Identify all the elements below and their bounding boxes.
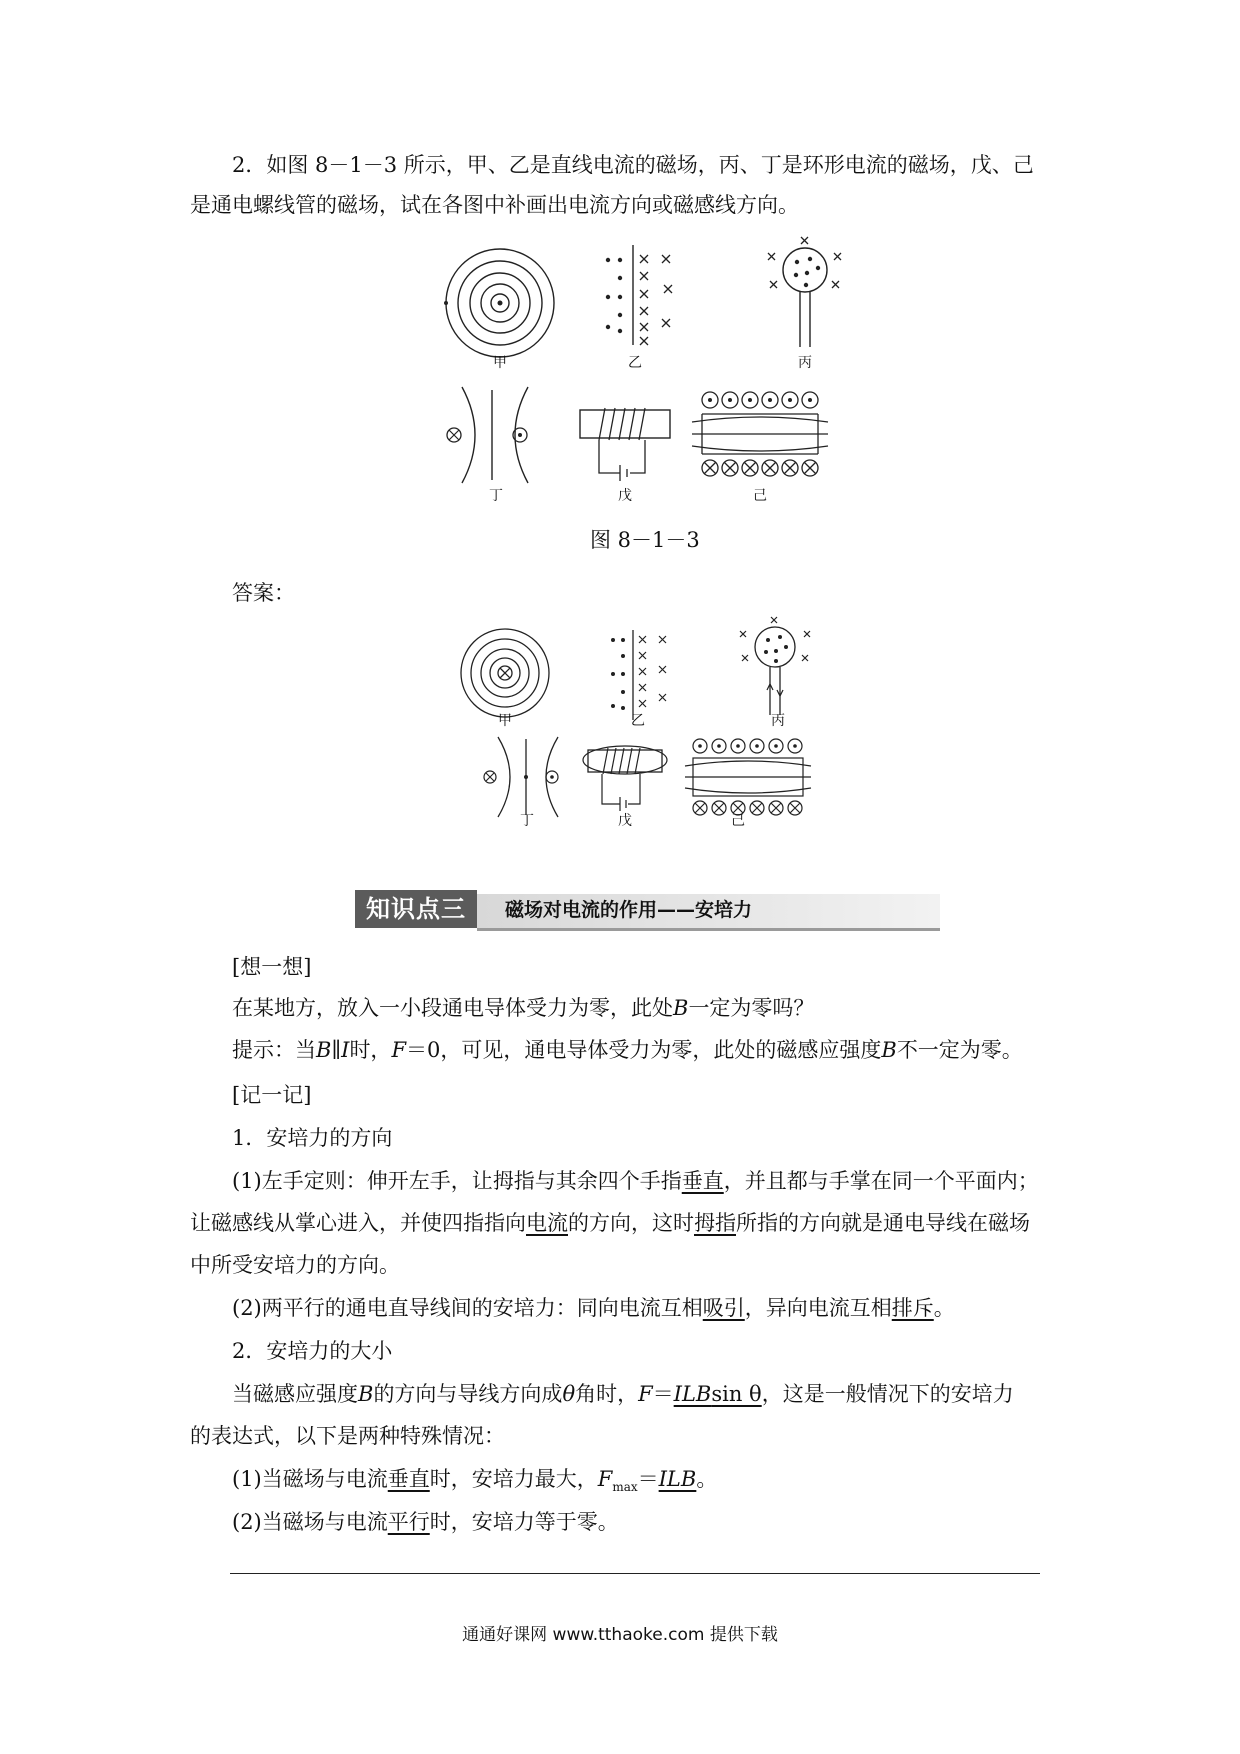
think-question-c: 一定为零吗？ bbox=[688, 996, 815, 1020]
para-1-line-2 bbox=[190, 1208, 1030, 1238]
p2-c: ，异向电流互相 bbox=[744, 1296, 892, 1320]
p2-a: (2)两平行的通电直导线间的安培力：同向电流互相 bbox=[232, 1296, 703, 1320]
label-bing: 丙 bbox=[798, 355, 812, 371]
p3-a: 当磁感应强度 bbox=[232, 1382, 358, 1406]
answer-figure-yi bbox=[605, 630, 675, 720]
answer-label-ding: 丁 bbox=[520, 813, 534, 829]
p1-a: (1)左手定则：伸开左手，让拇指与其余四个手指 bbox=[232, 1169, 682, 1193]
footer-text: 通通好课网 www.tthaoke.com 提供下载 bbox=[462, 1625, 778, 1645]
hint-g: 不一定为零。 bbox=[896, 1038, 1023, 1062]
p3-b: B bbox=[358, 1382, 374, 1406]
section-2-title: 2．安培力的大小 bbox=[232, 1339, 393, 1363]
p5-c: 时，安培力等于零。 bbox=[429, 1510, 619, 1534]
p3-c: 的方向与导线方向成 bbox=[373, 1382, 563, 1406]
label-wu: 戊 bbox=[618, 488, 632, 504]
answer-figure-bing bbox=[730, 615, 820, 720]
answer-label-bing: 丙 bbox=[771, 713, 785, 729]
figure-bing-loop-field bbox=[760, 235, 850, 355]
hint-f: B bbox=[881, 1038, 897, 1062]
answer-label-yi: 乙 bbox=[631, 713, 645, 729]
figure-ji-solenoid-section bbox=[690, 390, 830, 480]
p3-j: ，这是一般情况下的安培力 bbox=[761, 1382, 1014, 1406]
hint-e: ＝0，可见，通电导体受力为零，此处的磁感应强度 bbox=[406, 1038, 882, 1062]
label-ji: 己 bbox=[753, 488, 767, 504]
answer-label-jia: 甲 bbox=[498, 713, 512, 729]
para-3-line-1 bbox=[232, 1379, 1014, 1409]
section-1-title: 1．安培力的方向 bbox=[232, 1126, 393, 1150]
answer-label: 答案： bbox=[232, 581, 295, 605]
p1l2-c: 的方向，这时 bbox=[568, 1211, 694, 1235]
p5-b: 平行 bbox=[387, 1510, 430, 1534]
question-line-1: 2．如图 8－1－3 所示，甲、乙是直线电流的磁场，丙、丁是环形电流的磁场，戊、己 bbox=[232, 153, 1034, 177]
hint-d: F bbox=[391, 1038, 407, 1062]
para-5 bbox=[232, 1507, 619, 1537]
para-4 bbox=[232, 1464, 717, 1502]
label-ding: 丁 bbox=[489, 488, 503, 504]
think-question-a: 在某地方，放入一小段通电导体受力为零，此处 bbox=[232, 996, 673, 1020]
hint-a: 提示：当 bbox=[232, 1038, 316, 1062]
section-title: 磁场对电流的作用——安培力 bbox=[505, 899, 753, 921]
answer-figure-wu bbox=[580, 740, 670, 815]
p4-a: (1)当磁场与电流 bbox=[232, 1467, 388, 1491]
p4-f: ＝ bbox=[637, 1467, 659, 1491]
p3-i: sin θ bbox=[711, 1382, 762, 1406]
figure-yi-straight-wire-field bbox=[600, 245, 680, 345]
para-1-line-3: 中所受安培力的方向。 bbox=[190, 1253, 400, 1277]
p1l2-e: 所指的方向就是通电导线在磁场 bbox=[736, 1211, 1030, 1235]
para-3-line-2: 的表达式，以下是两种特殊情况： bbox=[190, 1424, 505, 1448]
answer-figure-ding bbox=[478, 735, 578, 820]
question-line-2: 是通电螺线管的磁场，试在各图中补画出电流方向或磁感线方向。 bbox=[190, 193, 799, 217]
p1l2-b: 电流 bbox=[526, 1211, 568, 1235]
p2-d: 排斥 bbox=[891, 1296, 934, 1320]
para-2 bbox=[232, 1293, 955, 1323]
p4-h: 。 bbox=[696, 1467, 718, 1491]
p2-e: 。 bbox=[933, 1296, 955, 1320]
p1-c: ，并且都与手掌在同一个平面内； bbox=[723, 1169, 1039, 1193]
section-tag: 知识点三 bbox=[355, 890, 477, 928]
figure-caption: 图 8－1－3 bbox=[590, 528, 700, 552]
p3-g: ＝ bbox=[652, 1382, 674, 1406]
p2-b: 吸引 bbox=[702, 1296, 745, 1320]
figure-wu-solenoid bbox=[575, 405, 675, 485]
p4-c: 时，安培力最大， bbox=[429, 1467, 598, 1491]
answer-label-ji: 己 bbox=[731, 813, 745, 829]
footer-divider bbox=[230, 1573, 1040, 1574]
p4-e: max bbox=[612, 1480, 638, 1495]
p3-e: 角时， bbox=[575, 1382, 639, 1406]
p5-a: (2)当磁场与电流 bbox=[232, 1510, 388, 1534]
think-question bbox=[232, 993, 814, 1023]
p1-b: 垂直 bbox=[681, 1169, 724, 1193]
p1l2-a: 让磁感线从掌心进入，并使四指指向 bbox=[190, 1211, 526, 1235]
p4-b: 垂直 bbox=[387, 1467, 430, 1491]
p3-h: ILB bbox=[673, 1382, 712, 1406]
answer-label-wu: 戊 bbox=[618, 813, 632, 829]
think-heading: [想一想] bbox=[232, 955, 312, 979]
p1l2-d: 拇指 bbox=[694, 1211, 736, 1235]
label-yi: 乙 bbox=[628, 355, 642, 371]
p3-d: θ bbox=[562, 1382, 576, 1406]
hint-c: 时， bbox=[349, 1038, 392, 1062]
think-hint bbox=[232, 1035, 1023, 1065]
remember-heading: [记一记] bbox=[232, 1083, 312, 1107]
section-header bbox=[355, 890, 940, 928]
p3-f: F bbox=[638, 1382, 653, 1406]
figure-ding-loop-cross-section bbox=[440, 385, 550, 485]
hint-b: B∥I bbox=[316, 1038, 350, 1062]
label-jia: 甲 bbox=[493, 355, 507, 371]
think-question-b: B bbox=[673, 996, 689, 1020]
answer-figure-ji bbox=[685, 738, 815, 818]
para-1-line-1 bbox=[232, 1166, 1039, 1196]
figure-jia-concentric-field bbox=[440, 245, 560, 365]
p4-g: ILB bbox=[658, 1467, 697, 1491]
p4-d: F bbox=[597, 1467, 613, 1491]
